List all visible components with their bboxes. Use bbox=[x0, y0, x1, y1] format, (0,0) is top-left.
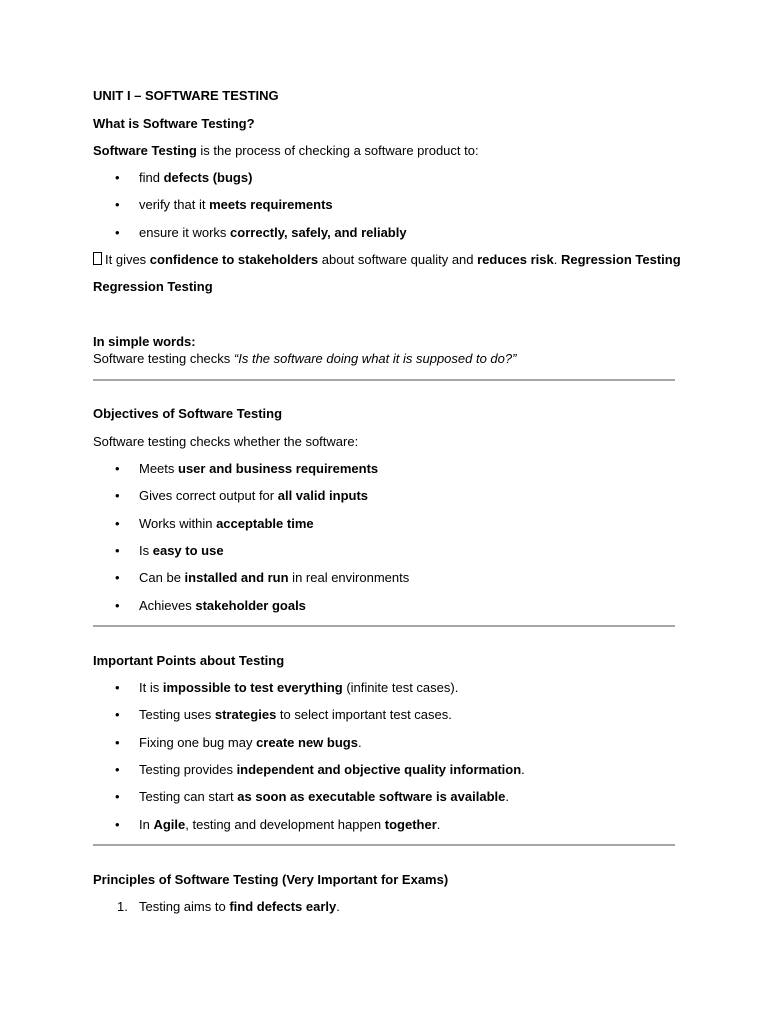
what-is-heading: What is Software Testing? bbox=[93, 116, 255, 131]
list-item: It is impossible to test everything (infinite test cases). bbox=[139, 680, 459, 695]
important-heading: Important Points about Testing bbox=[93, 653, 285, 668]
horizontal-rule bbox=[93, 625, 675, 627]
list-item: Testing uses strategies to select important test cases. bbox=[139, 707, 452, 722]
bullet-marker: • bbox=[115, 680, 120, 695]
objectives-heading: Objectives of Software Testing bbox=[93, 406, 283, 421]
bullet-marker: • bbox=[115, 789, 120, 804]
bullet-marker: • bbox=[115, 817, 120, 832]
list-item: Can be installed and run in real environments bbox=[139, 570, 410, 585]
list-item: Meets user and business requirements bbox=[139, 461, 379, 476]
list-item: Testing can start as soon as executable software is available. bbox=[139, 789, 509, 804]
list-item: verify that it meets requirements bbox=[139, 197, 333, 212]
bullet-marker: • bbox=[115, 735, 120, 750]
bullet-marker: • bbox=[115, 488, 120, 503]
list-item: find defects (bugs) bbox=[139, 170, 253, 185]
bullet-marker: • bbox=[115, 170, 120, 185]
confidence-line: It gives confidence to stakeholders about software quality and reduces risk. Regression Testing bbox=[93, 252, 681, 268]
what-is-intro: Software Testing is the process of checking a software product to: bbox=[93, 143, 479, 158]
bullet-marker: • bbox=[115, 543, 120, 558]
list-item: Works within acceptable time bbox=[139, 516, 314, 531]
bullet-marker: • bbox=[115, 225, 120, 240]
bullet-marker: • bbox=[115, 197, 120, 212]
list-item: Testing provides independent and objective quality information. bbox=[139, 762, 525, 777]
regression-line: Regression Testing bbox=[93, 279, 213, 294]
list-item: Is easy to use bbox=[139, 543, 224, 558]
simple-words-heading: In simple words: bbox=[93, 334, 196, 349]
bullet-marker: • bbox=[115, 570, 120, 585]
objectives-intro: Software testing checks whether the software: bbox=[93, 434, 359, 449]
horizontal-rule bbox=[93, 379, 675, 381]
list-item: In Agile, testing and development happen together. bbox=[139, 817, 441, 832]
list-item: Fixing one bug may create new bugs. bbox=[139, 735, 362, 750]
bullet-marker: • bbox=[115, 762, 120, 777]
unit-title: UNIT I – SOFTWARE TESTING bbox=[93, 88, 279, 103]
horizontal-rule bbox=[93, 844, 675, 846]
list-item: ensure it works correctly, safely, and reliably bbox=[139, 225, 407, 240]
list-item: Gives correct output for all valid inputs bbox=[139, 488, 369, 503]
bullet-marker: • bbox=[115, 598, 120, 613]
bullet-marker: • bbox=[115, 461, 120, 476]
bullet-marker: • bbox=[115, 516, 120, 531]
list-item: Testing aims to find defects early. bbox=[139, 899, 340, 914]
bullet-marker: • bbox=[115, 707, 120, 722]
list-number: 1. bbox=[117, 899, 128, 914]
simple-words-text: Software testing checks “Is the software doing what it is supposed to do?” bbox=[93, 351, 517, 366]
missing-glyph-icon bbox=[93, 252, 102, 265]
principles-heading: Principles of Software Testing (Very Important for Exams) bbox=[93, 872, 449, 887]
list-item: Achieves stakeholder goals bbox=[139, 598, 306, 613]
